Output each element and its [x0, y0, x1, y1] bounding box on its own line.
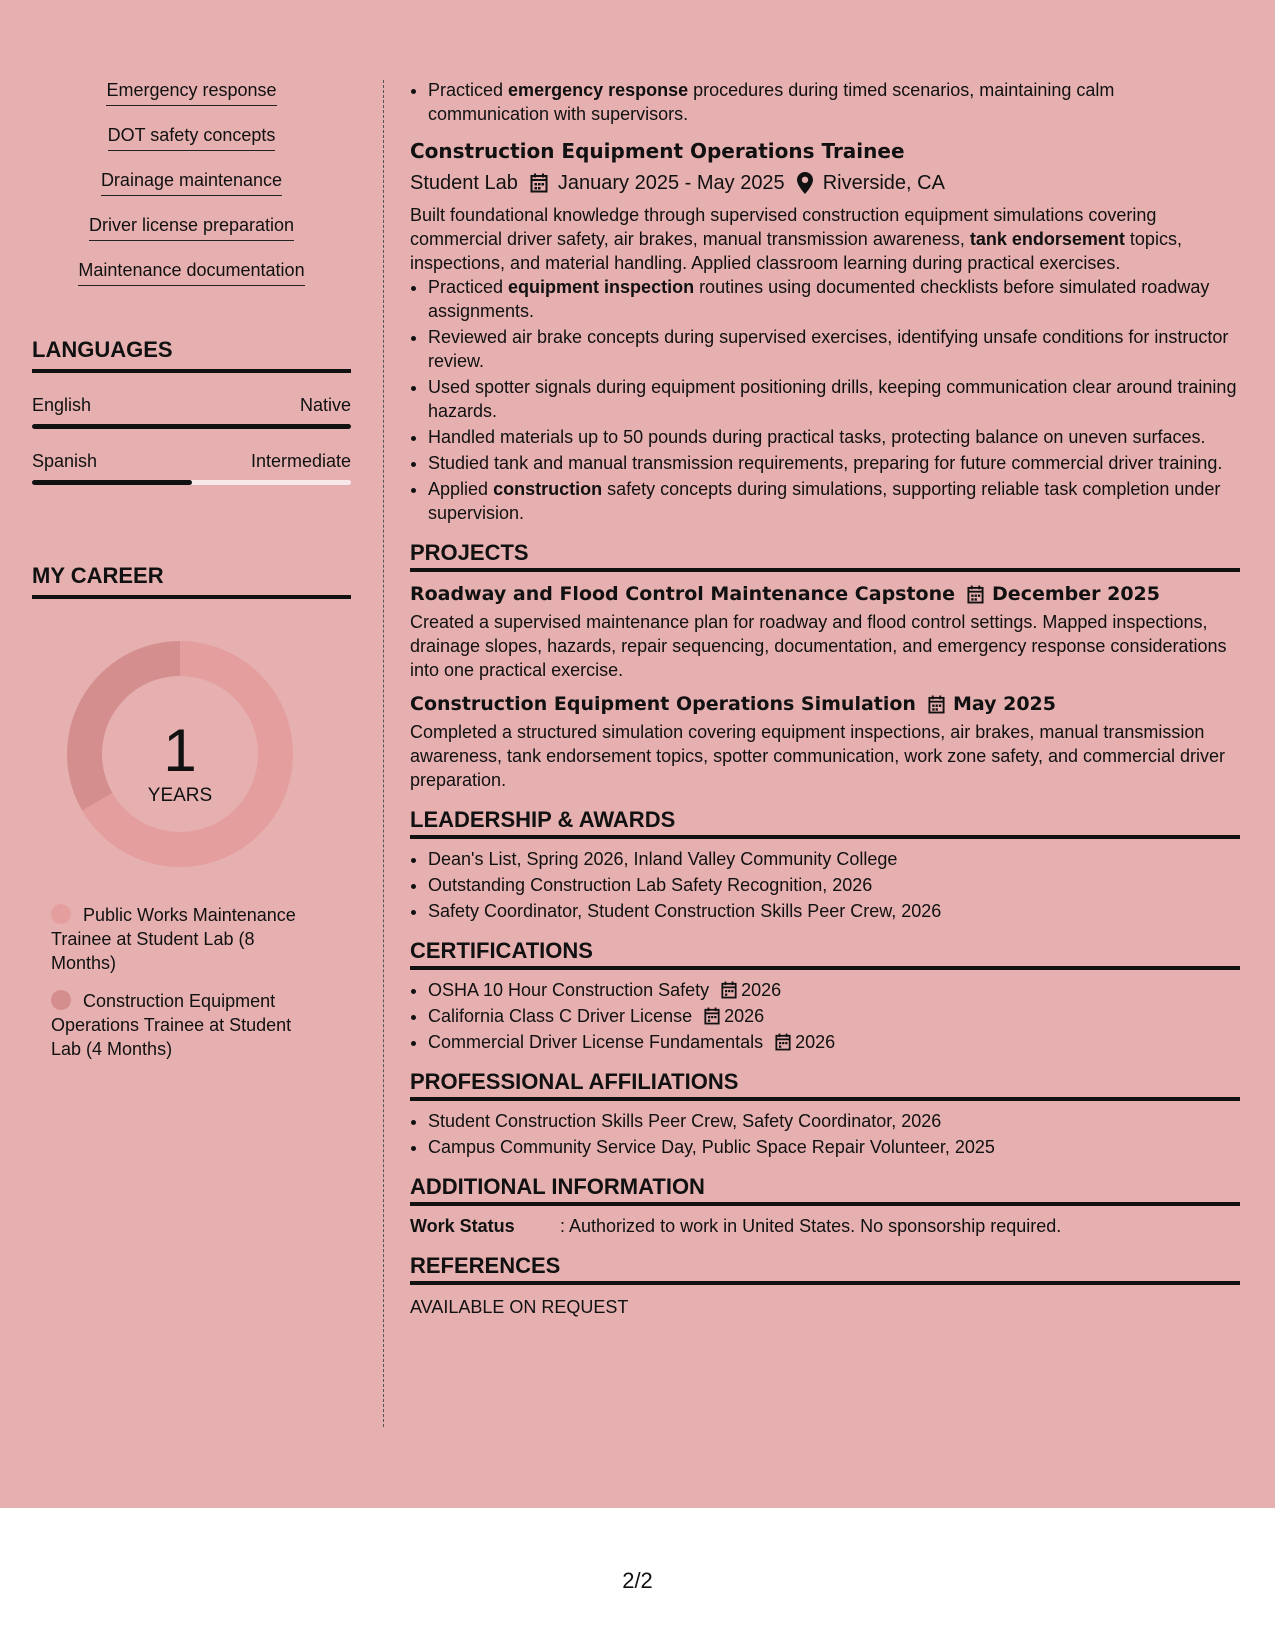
career-legend-label: Public Works Maintenance Trainee at Student Lab (8 Months) — [51, 905, 296, 973]
language-name: Spanish — [32, 451, 98, 471]
leadership-list — [410, 847, 1240, 923]
references-heading: REFERENCES — [410, 1254, 1240, 1285]
career-heading: MY CAREER — [32, 563, 351, 599]
leadership-heading: LEADERSHIP & AWARDS — [410, 808, 1240, 839]
list-item — [428, 1030, 1240, 1054]
project-item — [410, 582, 1240, 682]
column-divider — [383, 80, 384, 1427]
project-description: Completed a structured simulation covering equipment inspections, air brakes, manual transmission awareness, tank endorsement topics, spotter communication, work zone safety, and commercial driver preparation. — [410, 722, 1226, 790]
job-meta — [410, 171, 1240, 195]
project-description: Created a supervised maintenance plan for roadway and flood control settings. Mapped inspections, drainage slopes, hazards, repair sequencing, documentation, and emergency response considerations into one practical exercise. — [410, 612, 1227, 680]
work-status-value: : Authorized to work in United States. No sponsorship required. — [560, 1216, 1062, 1236]
calendar-icon — [721, 981, 737, 999]
cert-name: • California Class C Driver License — [428, 1006, 693, 1026]
cert-year: 2026 — [795, 1032, 836, 1052]
location-pin-icon — [797, 172, 813, 194]
affiliations-heading: PROFESSIONAL AFFILIATIONS — [410, 1070, 1240, 1101]
proficiency-fill — [32, 480, 192, 485]
references-text: AVAILABLE ON REQUEST — [410, 1297, 629, 1317]
legend-dot — [51, 990, 71, 1010]
list-item — [428, 978, 1240, 1002]
language-english — [32, 395, 351, 429]
job-dates: January 2025 - May 2025 — [557, 172, 785, 194]
project-item — [410, 692, 1240, 792]
career-years-unit: YEARS — [147, 785, 213, 806]
list-item: • Studied tank and manual transmission requirements, preparing for future commercial driver training. — [428, 451, 1240, 475]
calendar-icon — [704, 1007, 720, 1025]
job-company: Student Lab — [410, 172, 518, 194]
skill-label: Drainage maintenance — [101, 168, 282, 196]
skill-item — [32, 78, 351, 123]
languages-heading: LANGUAGES — [32, 337, 351, 373]
skill-label: DOT safety concepts — [108, 123, 276, 151]
projects-heading: PROJECTS — [410, 541, 1240, 572]
cert-year: 2026 — [724, 1006, 765, 1026]
proficiency-bar — [32, 424, 351, 429]
list-item: • Campus Community Service Day, Public Space Repair Volunteer, 2025 — [428, 1135, 1240, 1159]
list-item: • Dean's List, Spring 2026, Inland Valley Community College — [428, 847, 1240, 871]
skills-list — [32, 78, 351, 303]
career-legend-item — [51, 989, 321, 1061]
legend-dot — [51, 904, 71, 924]
work-status-row — [410, 1214, 1240, 1238]
project-date: May 2025 — [952, 693, 1056, 715]
cert-year: 2026 — [741, 980, 782, 1000]
list-item: • Applied construction safety concepts during simulations, supporting reliable task completion under supervision. — [428, 477, 1240, 525]
language-level: Intermediate — [250, 451, 351, 471]
work-status-label: Work Status — [410, 1216, 515, 1236]
skill-label: Emergency response — [106, 78, 276, 106]
proficiency-bar — [32, 480, 351, 485]
cert-name: • OSHA 10 Hour Construction Safety — [428, 980, 710, 1000]
skill-item — [32, 258, 351, 303]
list-item: • Practiced equipment inspection routines using documented checklists before simulated roadway assignments. — [428, 275, 1240, 323]
project-name: Roadway and Flood Control Maintenance Capstone — [410, 583, 956, 605]
skill-item — [32, 168, 351, 213]
language-spanish — [32, 451, 351, 485]
list-item — [428, 1004, 1240, 1028]
language-name: English — [32, 395, 92, 415]
skill-label: Maintenance documentation — [78, 258, 304, 286]
job-location: Riverside, CA — [822, 172, 945, 194]
career-legend — [51, 903, 321, 1061]
calendar-icon — [967, 585, 984, 604]
career-legend-item — [51, 903, 321, 975]
proficiency-fill — [32, 424, 351, 429]
project-name: Construction Equipment Operations Simulation — [410, 693, 916, 715]
skill-label: Driver license preparation — [89, 213, 294, 241]
list-item: • Practiced emergency response procedures during timed scenarios, maintaining calm communication with supervisors. — [428, 78, 1240, 126]
list-item: • Used spotter signals during equipment positioning drills, keeping communication clear around training hazards. — [428, 375, 1240, 423]
list-item: • Handled materials up to 50 pounds during practical tasks, protecting balance on uneven surfaces. — [428, 425, 1240, 449]
list-item: • Student Construction Skills Peer Crew, Safety Coordinator, 2026 — [428, 1109, 1240, 1133]
certifications-heading: CERTIFICATIONS — [410, 939, 1240, 970]
career-donut — [67, 641, 293, 867]
job-bullets — [410, 275, 1240, 525]
project-date: December 2025 — [992, 583, 1160, 605]
additional-info-heading: ADDITIONAL INFORMATION — [410, 1175, 1240, 1206]
list-item: • Outstanding Construction Lab Safety Recognition, 2026 — [428, 873, 1240, 897]
language-level: Native — [299, 395, 351, 415]
skill-item — [32, 213, 351, 258]
job-title: Construction Equipment Operations Trainee — [410, 139, 905, 163]
job-description: Built foundational knowledge through supervised construction equipment simulations covering commercial driver safety, air brakes, manual transmission awareness, tank endorsement topics, inspections, and material handling. Applied classroom learning during practical exercises. — [410, 205, 1182, 273]
certifications-list — [410, 978, 1240, 1054]
career-legend-label: Construction Equipment Operations Trainee at Student Lab (4 Months) — [51, 991, 292, 1059]
calendar-icon — [775, 1033, 791, 1051]
list-item: • Reviewed air brake concepts during supervised exercises, identifying unsafe conditions for instructor review. — [428, 325, 1240, 373]
calendar-icon — [530, 173, 548, 193]
page-number: 2/2 — [622, 1568, 653, 1593]
career-years-value: 1 — [163, 717, 197, 784]
calendar-icon — [928, 695, 945, 714]
cert-name: • Commercial Driver License Fundamentals — [428, 1032, 764, 1052]
main-content — [410, 78, 1240, 1319]
affiliations-list — [410, 1109, 1240, 1159]
list-item: • Safety Coordinator, Student Construction Skills Peer Crew, 2026 — [428, 899, 1240, 923]
skill-item — [32, 123, 351, 168]
experience-prev-bullets — [410, 78, 1240, 126]
sidebar — [32, 78, 351, 1075]
